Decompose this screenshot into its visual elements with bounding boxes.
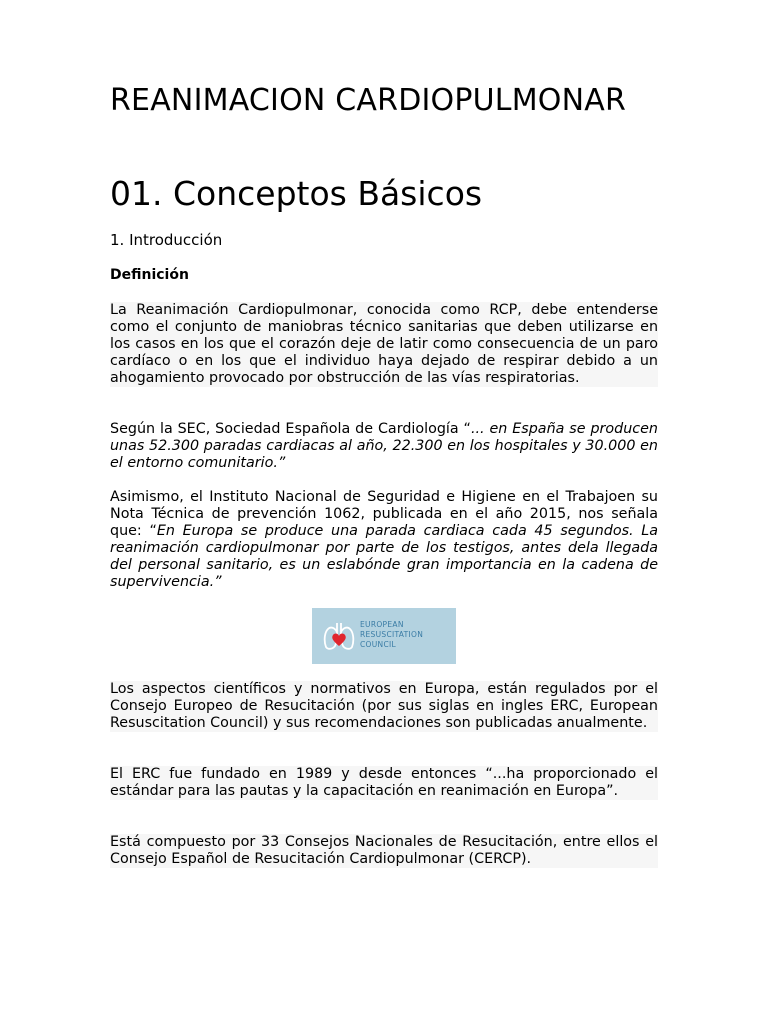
erc-logo	[312, 608, 456, 664]
paragraph-sec-lead: Según la SEC, Sociedad Española de Cardiología “	[110, 421, 471, 437]
paragraph-erc-composition: Está compuesto por 33 Consejos Nacionales de Resucitación, entre ellos el Consejo Español de Resucitación Cardiopulmonar (CERCP).	[110, 834, 658, 867]
logo-line-council: COUNCIL	[360, 640, 396, 649]
paragraph-erc-regulation: Los aspectos científicos y normativos en Europa, están regulados por el Consejo Europeo de Resucitación (por sus siglas en ingles ERC, European Resuscitation Council) y sus recomendaciones son publicadas anualmente.	[110, 681, 658, 731]
paragraph-sec-quote	[110, 421, 658, 472]
paragraph-insht-quote-text: En Europa se produce una parada cardiaca cada 45 segundos. La reanimación cardiopulmonar por parte de los testigos, antes dela llegada del personal sanitario, es un eslabónde gran importancia en la cadena de supervivencia.”	[110, 523, 658, 590]
paragraph-insht-lead: Asimismo, el Instituto Nacional de Seguridad e Higiene en el Trabajoen su Nota Técnica de prevención 1062, publicada en el año 2015, nos señala que: “	[110, 489, 658, 539]
document-subtitle: 01. Conceptos Básicos	[110, 174, 483, 213]
section-heading: 1. Introducción	[110, 231, 223, 249]
erc-logo-text	[360, 620, 423, 650]
paragraph-definition: La Reanimación Cardiopulmonar, conocida como RCP, debe entenderse como el conjunto de maniobras técnico sanitarias que deben utilizarse en los casos en los que el corazón deje de latir como consecuencia de un paro cardíaco o en los que el individuo haya dejado de respirar debido a un ahogamiento provocado por obstrucción de las vías respiratorias.	[110, 302, 658, 386]
logo-line-european: EUROPEAN	[360, 620, 404, 629]
paragraph-insht-quote	[110, 489, 658, 591]
subsection-heading: Definición	[110, 267, 189, 283]
paragraph-erc-founded: El ERC fue fundado en 1989 y desde entonces “...ha proporcionado el estándar para las pautas y la capacitación en reanimación en Europa”.	[110, 766, 658, 799]
paragraph-sec-quote-text: ... en España se producen unas 52.300 paradas cardiacas al año, 22.300 en los hospitales y 30.000 en el entorno comunitario.”	[110, 421, 658, 471]
document-title: REANIMACION CARDIOPULMONAR	[110, 83, 627, 118]
logo-line-resuscitation: RESUSCITATION	[360, 630, 424, 639]
lungs-heart-icon	[322, 620, 356, 652]
